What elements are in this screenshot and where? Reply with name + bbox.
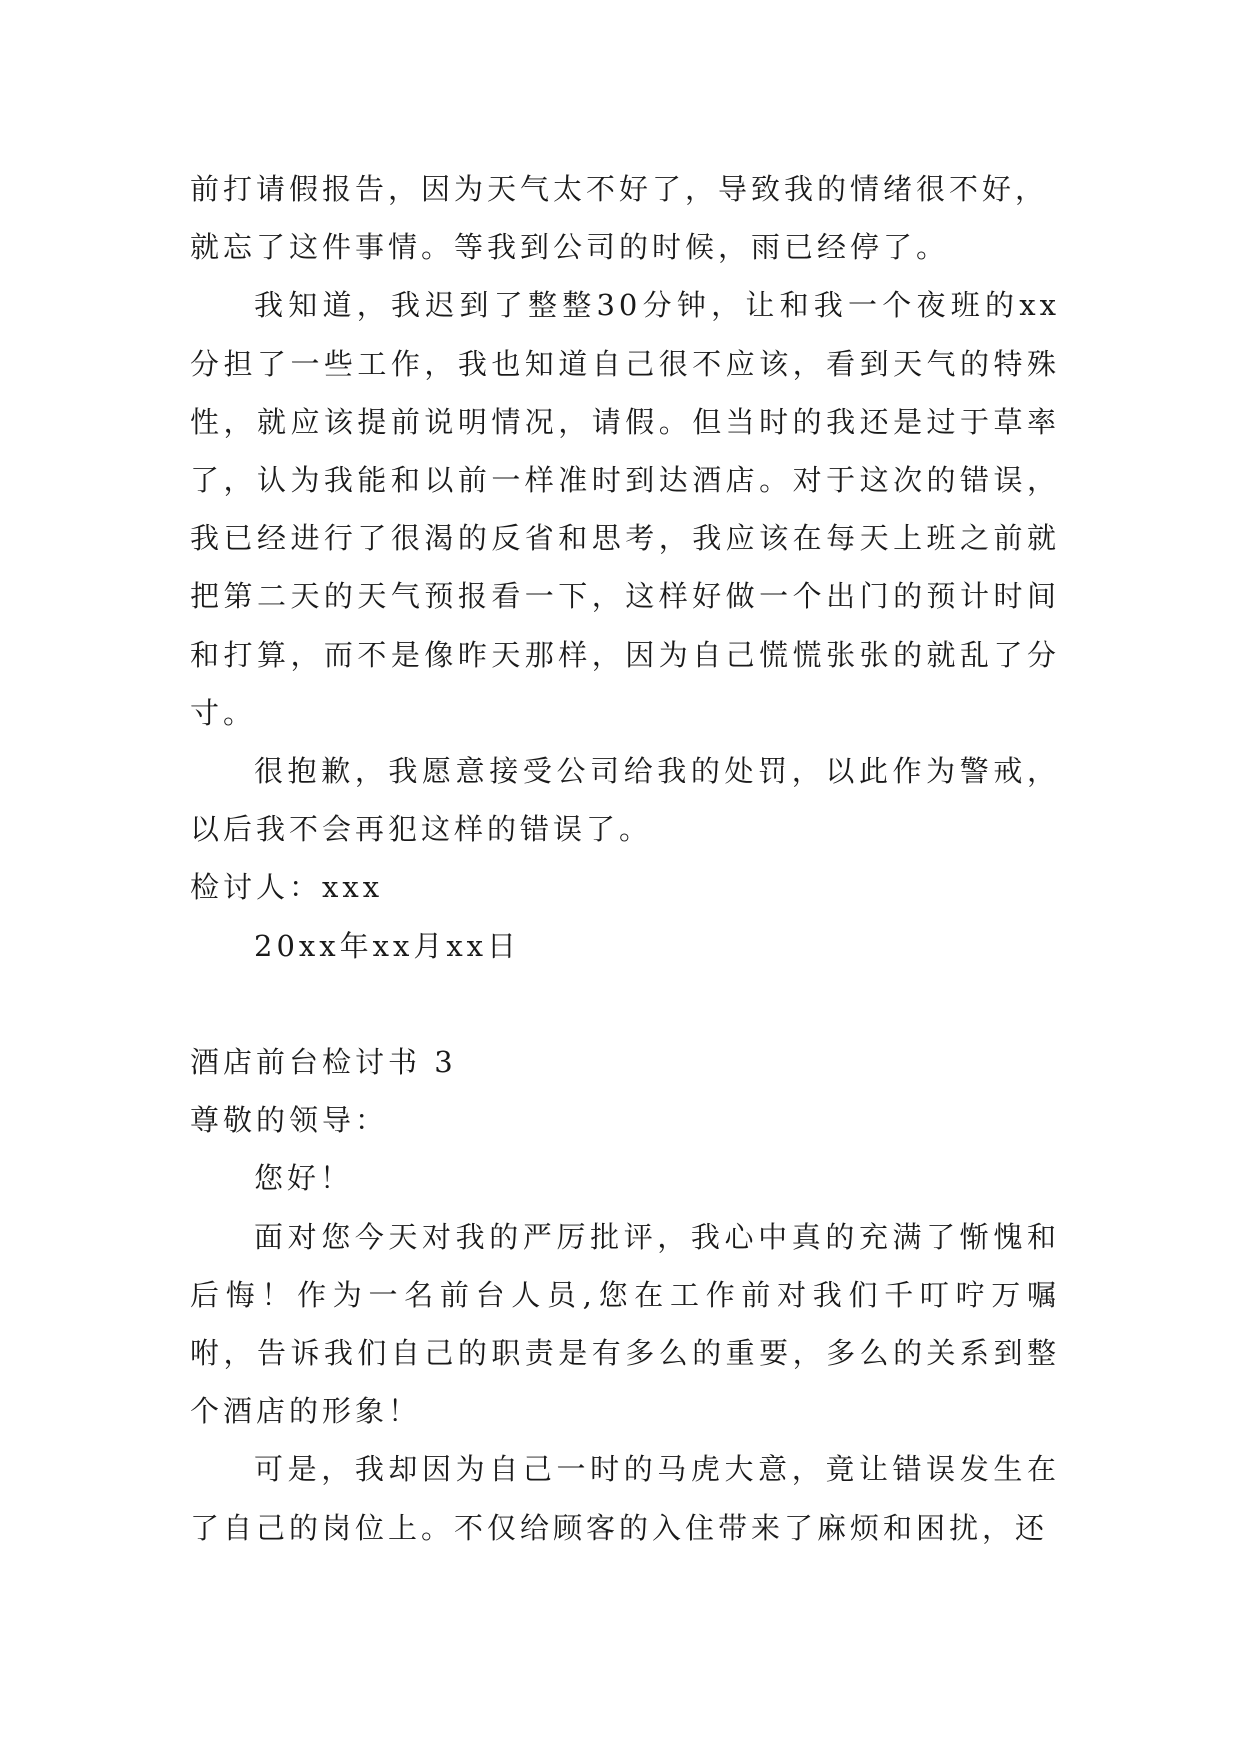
- document-body: [190, 160, 1060, 1557]
- paragraph-lateness-reflection: 我知道，我迟到了整整30分钟，让和我一个夜班的xx分担了一些工作，我也知道自己很不应该，看到天气的特殊性，就应该提前说明情况，请假。但当时的我还是过于草率了，认为我能和以前一样准时到达酒店。对于这次的错误，我已经进行了很渴的反省和思考，我应该在每天上班之前就把第二天的天气预报看一下，这样好做一个出门的预计时间和打算，而不是像昨天那样，因为自己慌慌张张的就乱了分寸。: [190, 288, 1060, 730]
- paragraph-line: 前打请假报告，因为天气太不好了，导致我的情绪很不好，: [190, 172, 1049, 206]
- salutation: 尊敬的领导：: [190, 1103, 389, 1138]
- paragraph-line: 就忘了这件事情。等我到公司的时候，雨已经停了。: [190, 230, 950, 265]
- section-spacer: [190, 975, 1060, 1033]
- paragraph-continued: [190, 160, 1060, 276]
- paragraph-criticism: 面对您今天对我的严厉批评，我心中真的充满了惭愧和后悔！作为一名前台人员,您在工作前对我们千叮咛万嘱咐，告诉我们自己的职责是有多么的重要，多么的关系到整个酒店的形象！: [190, 1219, 1060, 1429]
- greeting: 您好！: [254, 1161, 354, 1196]
- paragraph-mistake: 可是，我却因为自己一时的马虎大意，竟让错误发生在了自己的岗位上。不仅给顾客的入住带来了麻烦和困扰，还: [190, 1452, 1060, 1545]
- date-line: 20xx年xx月xx日: [254, 928, 521, 963]
- signer-line: 检讨人：xxx: [190, 870, 384, 905]
- section-title: 酒店前台检讨书 3: [190, 1045, 457, 1080]
- paragraph-apology: 很抱歉，我愿意接受公司给我的处罚，以此作为警戒，以后我不会再犯这样的错误了。: [190, 754, 1060, 847]
